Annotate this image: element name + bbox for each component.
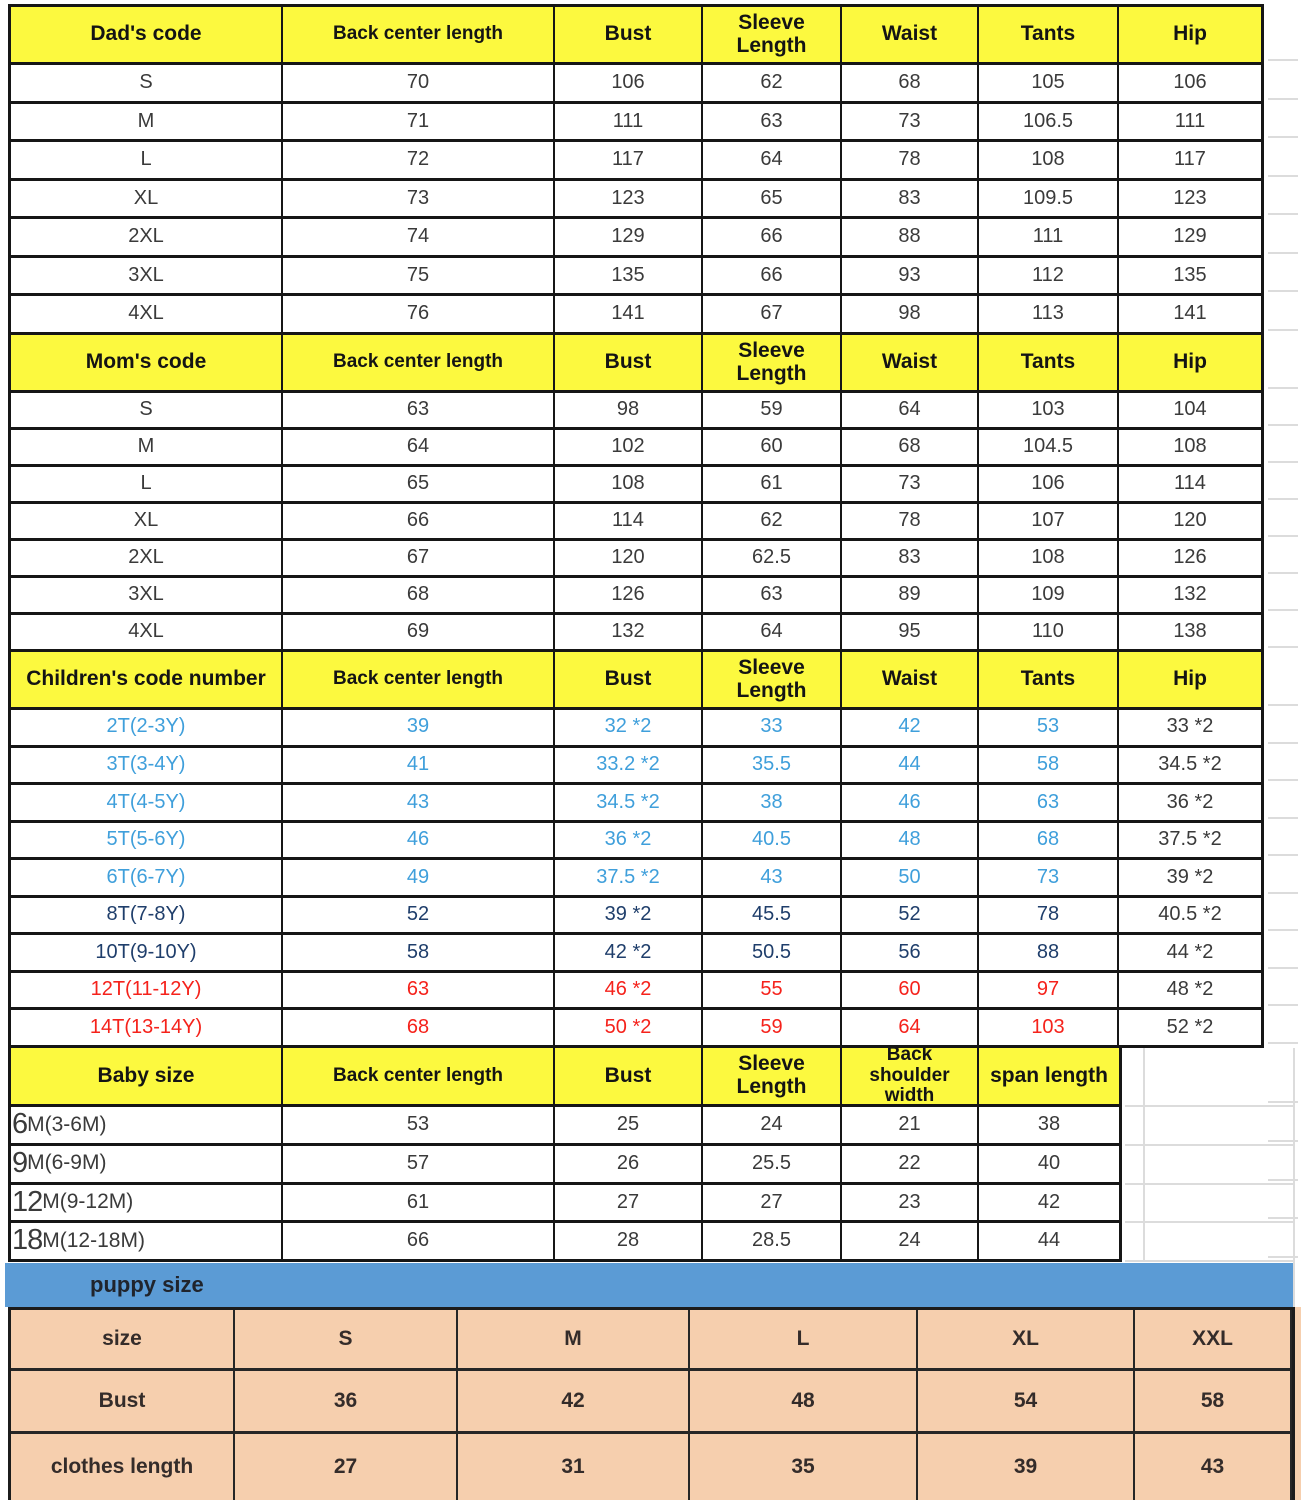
value-cell: 40 [979,1146,1119,1185]
value-cell: 66 [283,1223,555,1262]
value-cell: 66 [703,258,842,297]
value-cell: 93 [842,258,979,297]
puppy-value-cell: 31 [458,1434,690,1500]
value-cell: 39 [283,710,555,748]
value-cell: 53 [283,1107,555,1146]
column-header: Waist [842,7,979,65]
value-cell: 48 *2 [1119,973,1261,1011]
value-cell: 67 [283,541,555,578]
value-cell: 106 [979,467,1119,504]
puppy-value-cell: 48 [690,1371,918,1434]
faint-gridline [1268,329,1298,331]
faint-gridline [1268,1004,1298,1006]
row-label-cell: 8T(7-8Y) [11,898,283,936]
puppy-row-label-cell: Bust [11,1371,235,1434]
value-cell: 103 [979,393,1119,430]
value-cell: 37.5 *2 [555,860,703,898]
value-cell: 56 [842,935,979,973]
value-cell: 50.5 [703,935,842,973]
baby-label-big: 6 [12,1108,28,1141]
column-header: Bust [555,652,703,710]
value-cell: 112 [979,258,1119,297]
value-cell: 129 [555,219,703,258]
value-cell: 23 [842,1185,979,1224]
header-cell-title: Baby size [11,1048,283,1107]
value-cell: 75 [283,258,555,297]
column-header: Back shoulder width [842,1048,979,1107]
value-cell: 89 [842,578,979,615]
value-cell: 62 [703,65,842,104]
puppy-value-cell: 39 [918,1434,1135,1500]
value-cell: 61 [703,467,842,504]
faint-gridline [1268,213,1298,215]
puppy-row-label-cell: size [11,1310,235,1371]
value-cell: 64 [703,615,842,652]
value-cell: 104 [1119,393,1261,430]
value-cell: 141 [1119,296,1261,335]
value-cell: 53 [979,710,1119,748]
row-label-cell [11,1223,283,1262]
value-cell: 34.5 *2 [1119,748,1261,786]
value-cell: 33 *2 [1119,710,1261,748]
row-label-cell: 3XL [11,258,283,297]
row-label-cell: XL [11,181,283,220]
value-cell: 25.5 [703,1146,842,1185]
faint-gridline [1268,98,1298,100]
faint-gridline [1268,742,1298,744]
value-cell: 141 [555,296,703,335]
value-cell: 41 [283,748,555,786]
faint-gridline [1125,1183,1293,1185]
puppy-table-edge-sliver [1295,1307,1301,1500]
column-header: Sleeve Length [703,652,842,710]
value-cell: 60 [703,430,842,467]
value-cell: 42 [979,1185,1119,1224]
value-cell: 58 [979,748,1119,786]
row-label-cell: 5T(5-6Y) [11,823,283,861]
value-cell: 38 [703,785,842,823]
faint-gridline [1125,1221,1293,1223]
value-cell: 39 *2 [555,898,703,936]
value-cell: 64 [842,1010,979,1048]
value-cell: 111 [1119,104,1261,143]
value-cell: 71 [283,104,555,143]
baby-label-big: 12 [12,1185,43,1218]
section-mom [8,335,1264,652]
value-cell: 111 [555,104,703,143]
faint-gridline [1143,1048,1145,1262]
faint-gridline [1268,424,1298,426]
value-cell: 69 [283,615,555,652]
value-cell: 83 [842,541,979,578]
faint-gridline [1268,252,1298,254]
value-cell: 68 [283,578,555,615]
faint-gridline [1268,854,1298,856]
value-cell: 62.5 [703,541,842,578]
baby-label-big: 9 [12,1146,28,1179]
baby-label-rest: M(9-12M) [42,1190,134,1214]
value-cell: 126 [555,578,703,615]
value-cell: 44 [979,1223,1119,1262]
value-cell: 43 [283,785,555,823]
puppy-value-cell: 43 [1135,1434,1292,1500]
value-cell: 73 [842,104,979,143]
value-cell: 120 [555,541,703,578]
value-cell: 132 [1119,578,1261,615]
faint-gridline [1268,535,1298,537]
value-cell: 52 [283,898,555,936]
baby-label-rest: M(3-6M) [27,1112,107,1136]
faint-gridline [1268,498,1298,500]
value-cell: 59 [703,1010,842,1048]
column-header: Tants [979,335,1119,393]
faint-gridline [1268,290,1298,292]
value-cell: 25 [555,1107,703,1146]
row-label-cell: M [11,104,283,143]
value-cell: 40.5 [703,823,842,861]
value-cell: 38 [979,1107,1119,1146]
value-cell: 114 [555,504,703,541]
column-header: Back center length [283,335,555,393]
baby-label-rest: M(6-9M) [27,1151,107,1175]
column-header: Bust [555,1048,703,1107]
value-cell: 63 [703,104,842,143]
faint-gridline [1125,1105,1293,1107]
row-label-cell [11,1107,283,1146]
value-cell: 26 [555,1146,703,1185]
value-cell: 129 [1119,219,1261,258]
value-cell: 50 [842,860,979,898]
value-cell: 117 [1119,142,1261,181]
value-cell: 34.5 *2 [555,785,703,823]
faint-gridline [1268,387,1298,389]
value-cell: 64 [842,393,979,430]
value-cell: 61 [283,1185,555,1224]
value-cell: 106.5 [979,104,1119,143]
value-cell: 28.5 [703,1223,842,1262]
header-cell-title: Children's code number [11,652,283,710]
row-label-cell: 4XL [11,615,283,652]
faint-gridline [1268,929,1298,931]
row-label-cell: 14T(13-14Y) [11,1010,283,1048]
value-cell: 138 [1119,615,1261,652]
column-header: Hip [1119,652,1261,710]
value-cell: 98 [842,296,979,335]
value-cell: 62 [703,504,842,541]
value-cell: 63 [703,578,842,615]
faint-gridline [1268,1042,1298,1044]
value-cell: 108 [1119,430,1261,467]
value-cell: 135 [1119,258,1261,297]
faint-gridline [1268,646,1298,648]
row-label-cell: 6T(6-7Y) [11,860,283,898]
value-cell: 27 [555,1185,703,1224]
faint-gridline [1268,59,1298,61]
column-header: Back center length [283,1048,555,1107]
puppy-value-cell: 27 [235,1434,458,1500]
column-header: Bust [555,7,703,65]
value-cell: 36 *2 [1119,785,1261,823]
value-cell: 83 [842,181,979,220]
row-label-cell: L [11,142,283,181]
value-cell: 60 [842,973,979,1011]
column-header: Sleeve Length [703,1048,842,1107]
value-cell: 40.5 *2 [1119,898,1261,936]
value-cell: 120 [1119,504,1261,541]
value-cell: 109.5 [979,181,1119,220]
value-cell: 123 [555,181,703,220]
row-label-cell [11,1146,283,1185]
faint-gridline [1268,817,1298,819]
value-cell: 33.2 *2 [555,748,703,786]
column-header: Bust [555,335,703,393]
value-cell: 97 [979,973,1119,1011]
value-cell: 58 [283,935,555,973]
column-header: Back center length [283,7,555,65]
value-cell: 106 [555,65,703,104]
puppy-value-cell: L [690,1310,918,1371]
puppy-value-cell: 42 [458,1371,690,1434]
row-label-cell: 10T(9-10Y) [11,935,283,973]
section-dad [8,4,1264,335]
value-cell: 132 [555,615,703,652]
value-cell: 117 [555,142,703,181]
value-cell: 123 [1119,181,1261,220]
value-cell: 66 [283,504,555,541]
faint-gridline [1125,1144,1293,1146]
value-cell: 43 [703,860,842,898]
value-cell: 48 [842,823,979,861]
value-cell: 67 [703,296,842,335]
puppy-row-label-cell: clothes length [11,1434,235,1500]
value-cell: 98 [555,393,703,430]
value-cell: 52 *2 [1119,1010,1261,1048]
value-cell: 52 [842,898,979,936]
value-cell: 42 *2 [555,935,703,973]
value-cell: 68 [842,65,979,104]
value-cell: 59 [703,393,842,430]
value-cell: 42 [842,710,979,748]
value-cell: 113 [979,296,1119,335]
column-header: Sleeve Length [703,335,842,393]
column-header: Hip [1119,335,1261,393]
value-cell: 107 [979,504,1119,541]
column-header: Tants [979,652,1119,710]
value-cell: 33 [703,710,842,748]
puppy-size-table [8,1307,1295,1500]
header-cell-title: Dad's code [11,7,283,65]
value-cell: 106 [1119,65,1261,104]
value-cell: 108 [555,467,703,504]
puppy-value-cell: 36 [235,1371,458,1434]
row-label-cell: S [11,393,283,430]
row-label-cell: 3XL [11,578,283,615]
puppy-value-cell: XL [918,1310,1135,1371]
value-cell: 64 [283,430,555,467]
value-cell: 135 [555,258,703,297]
row-label-cell: 2XL [11,219,283,258]
row-label-cell: S [11,65,283,104]
faint-gridline [1125,1260,1293,1262]
value-cell: 110 [979,615,1119,652]
value-cell: 63 [283,393,555,430]
value-cell: 102 [555,430,703,467]
value-cell: 103 [979,1010,1119,1048]
faint-gridline [1293,1048,1295,1307]
value-cell: 109 [979,578,1119,615]
value-cell: 27 [703,1185,842,1224]
row-label-cell: 3T(3-4Y) [11,748,283,786]
baby-label-rest: M(12-18M) [42,1228,145,1252]
faint-gridline [1268,704,1298,706]
value-cell: 44 *2 [1119,935,1261,973]
value-cell: 108 [979,142,1119,181]
row-label-cell [11,1185,283,1224]
value-cell: 55 [703,973,842,1011]
value-cell: 126 [1119,541,1261,578]
row-label-cell: XL [11,504,283,541]
value-cell: 73 [283,181,555,220]
value-cell: 22 [842,1146,979,1185]
puppy-size-bar [5,1263,1295,1307]
value-cell: 64 [703,142,842,181]
value-cell: 114 [1119,467,1261,504]
value-cell: 95 [842,615,979,652]
value-cell: 24 [703,1107,842,1146]
column-header: Waist [842,652,979,710]
value-cell: 21 [842,1107,979,1146]
faint-gridline [1268,175,1298,177]
value-cell: 76 [283,296,555,335]
faint-gridline [1268,572,1298,574]
column-header: Hip [1119,7,1261,65]
value-cell: 24 [842,1223,979,1262]
value-cell: 88 [979,935,1119,973]
value-cell: 49 [283,860,555,898]
value-cell: 37.5 *2 [1119,823,1261,861]
value-cell: 65 [283,467,555,504]
value-cell: 70 [283,65,555,104]
faint-gridline [1268,609,1298,611]
column-header: span length [979,1048,1119,1107]
value-cell: 78 [979,898,1119,936]
value-cell: 68 [979,823,1119,861]
value-cell: 78 [842,142,979,181]
puppy-value-cell: M [458,1310,690,1371]
puppy-value-cell: 54 [918,1371,1135,1434]
faint-gridline [1268,461,1298,463]
value-cell: 66 [703,219,842,258]
value-cell: 111 [979,219,1119,258]
section-children [8,652,1264,1048]
puppy-value-cell: S [235,1310,458,1371]
value-cell: 36 *2 [555,823,703,861]
faint-gridline [1268,892,1298,894]
column-header: Tants [979,7,1119,65]
value-cell: 73 [842,467,979,504]
column-header: Waist [842,335,979,393]
value-cell: 46 *2 [555,973,703,1011]
section-baby [8,1048,1122,1262]
puppy-size-bar-label: puppy size [90,1272,204,1297]
puppy-value-cell: 35 [690,1434,918,1500]
value-cell: 72 [283,142,555,181]
header-cell-title: Mom's code [11,335,283,393]
row-label-cell: M [11,430,283,467]
value-cell: 65 [703,181,842,220]
puppy-value-cell: XXL [1135,1310,1292,1371]
value-cell: 45.5 [703,898,842,936]
puppy-value-cell: 58 [1135,1371,1292,1434]
value-cell: 78 [842,504,979,541]
value-cell: 35.5 [703,748,842,786]
value-cell: 39 *2 [1119,860,1261,898]
value-cell: 63 [283,973,555,1011]
value-cell: 32 *2 [555,710,703,748]
row-label-cell: 2T(2-3Y) [11,710,283,748]
value-cell: 74 [283,219,555,258]
value-cell: 63 [979,785,1119,823]
value-cell: 68 [842,430,979,467]
value-cell: 104.5 [979,430,1119,467]
value-cell: 28 [555,1223,703,1262]
value-cell: 46 [842,785,979,823]
baby-label-big: 18 [12,1224,43,1257]
value-cell: 68 [283,1010,555,1048]
value-cell: 105 [979,65,1119,104]
row-label-cell: 12T(11-12Y) [11,973,283,1011]
value-cell: 50 *2 [555,1010,703,1048]
faint-gridline [1268,779,1298,781]
value-cell: 44 [842,748,979,786]
row-label-cell: 4T(4-5Y) [11,785,283,823]
column-header: Back center length [283,652,555,710]
row-label-cell: 2XL [11,541,283,578]
value-cell: 108 [979,541,1119,578]
column-header: Sleeve Length [703,7,842,65]
faint-gridline [1268,136,1298,138]
row-label-cell: 4XL [11,296,283,335]
value-cell: 46 [283,823,555,861]
value-cell: 88 [842,219,979,258]
value-cell: 57 [283,1146,555,1185]
row-label-cell: L [11,467,283,504]
value-cell: 73 [979,860,1119,898]
faint-gridline [1268,967,1298,969]
